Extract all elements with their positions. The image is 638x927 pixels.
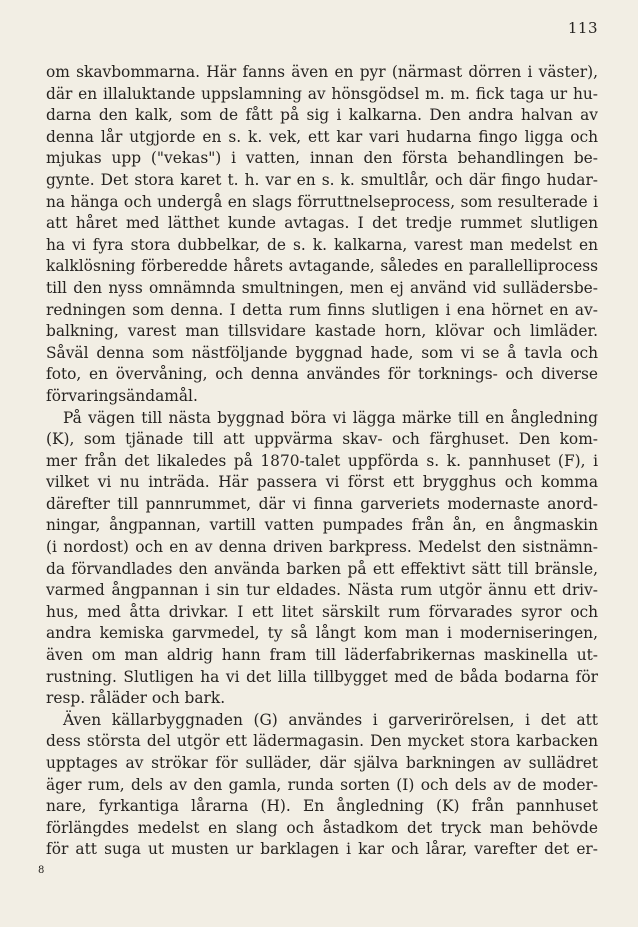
text-line: (K), som tjänade till att uppvärma skav- och färghuset. Den kom- (46, 430, 598, 449)
text-line: darna den kalk, som de fått på sig i kalkarna. Den andra halvan av (46, 106, 598, 125)
text-line: varmed ångpannan i sin tur eldades. Nästa rum utgör ännu ett driv- (46, 581, 598, 600)
text-line: resp. råläder och bark. (46, 689, 226, 708)
text-line: andra kemiska garvmedel, ty så långt kom man i moderniseringen, (46, 624, 598, 643)
text-line: hus, med åtta drivkar. I ett litet särskilt rum förvarades syror och (46, 602, 598, 621)
text-line: ha vi fyra stora dubbelkar, de s. k. kalkarna, varest man medelst en (46, 235, 598, 254)
text-line: redningen som denna. I detta rum finns slutligen i ena hörnet en av- (46, 300, 598, 319)
text-line: na hänga och undergå en slags förruttnelseprocess, som resulterade i (46, 192, 598, 211)
text-line: förvaringsändamål. (46, 386, 198, 405)
text-line: rustning. Slutligen ha vi det lilla tillbygget med de båda bodarna för (46, 667, 598, 686)
text-line: nare, fyrkantiga lårarna (H). En ångledning (K) från pannhuset (46, 797, 598, 816)
text-line: gynte. Det stora karet t. h. var en s. k. smultlår, och där fingo hudar- (46, 170, 598, 189)
text-line: foto, en övervåning, och denna användes för torknings- och diverse (46, 365, 598, 384)
text-line: där en illaluktande uppslamning av hönsgödsel m. m. fick taga ur hu- (46, 84, 598, 103)
text-line: mer från det likaledes på 1870-talet uppförda s. k. pannhuset (F), i (46, 451, 598, 470)
text-line: Även källarbyggnaden (G) användes i garverirörelsen, i det att (63, 710, 598, 729)
text-line: denna lår utgjorde en s. k. vek, ett kar vari hudarna fingo ligga och (46, 127, 598, 146)
text-line: (i nordost) och en av denna driven barkpress. Medelst den sistnämn- (46, 538, 598, 557)
text-line: upptages av strökar för sulläder, där själva barkningen av sullädret (46, 754, 598, 772)
text-line: dess största del utgör ett lädermagasin. Den mycket stora karbacken (46, 732, 598, 751)
text-line: även om man aldrig hann fram till läderfabrikernas maskinella ut- (46, 646, 598, 665)
text-line: balkning, varest man tillsvidare kastade horn, klövar och limläder. (46, 322, 598, 341)
text-line: vilket vi nu inträda. Här passera vi först ett brygghus och komma (46, 473, 598, 492)
text-line: Såväl denna som nästföljande byggnad hade, som vi se å tavla och (46, 343, 598, 362)
text-line: därefter till pannrummet, där vi finna garveriets modernaste anord- (46, 494, 598, 513)
body-text (46, 62, 598, 861)
text-line: På vägen till nästa byggnad böra vi lägga märke till en ångledning (63, 408, 598, 427)
text-line: äger rum, dels av den gamla, runda sorten (I) och dels av de moder- (46, 775, 598, 794)
text-line: da förvandlades den använda barken på ett effektivt sätt till bränsle, (46, 559, 598, 578)
text-line: kalklösning förberedde hårets avtagande, således en parallelliprocess (46, 257, 598, 276)
text-line: mjukas upp ("vekas") i vatten, innan den första behandlingen be- (46, 149, 598, 168)
text-line: ningar, ångpannan, vartill vatten pumpades från ån, en ångmaskin (46, 516, 598, 535)
text-line: för att suga ut musten ur barklagen i kar och lårar, varefter det er- (46, 840, 598, 859)
page-number: 113 (567, 19, 598, 37)
signature-mark: 8 (38, 865, 45, 876)
text-line: om skavbommarna. Här fanns även en pyr (närmast dörren i väster), (46, 63, 598, 81)
text-line: förlängdes medelst en slang och åstadkom det tryck man behövde (46, 818, 598, 837)
text-line: till den nyss omnämnda smultningen, men ej använd vid sullädersbe- (46, 278, 598, 297)
text-line: att håret med lätthet kunde avtagas. I det tredje rummet slutligen (46, 214, 598, 233)
